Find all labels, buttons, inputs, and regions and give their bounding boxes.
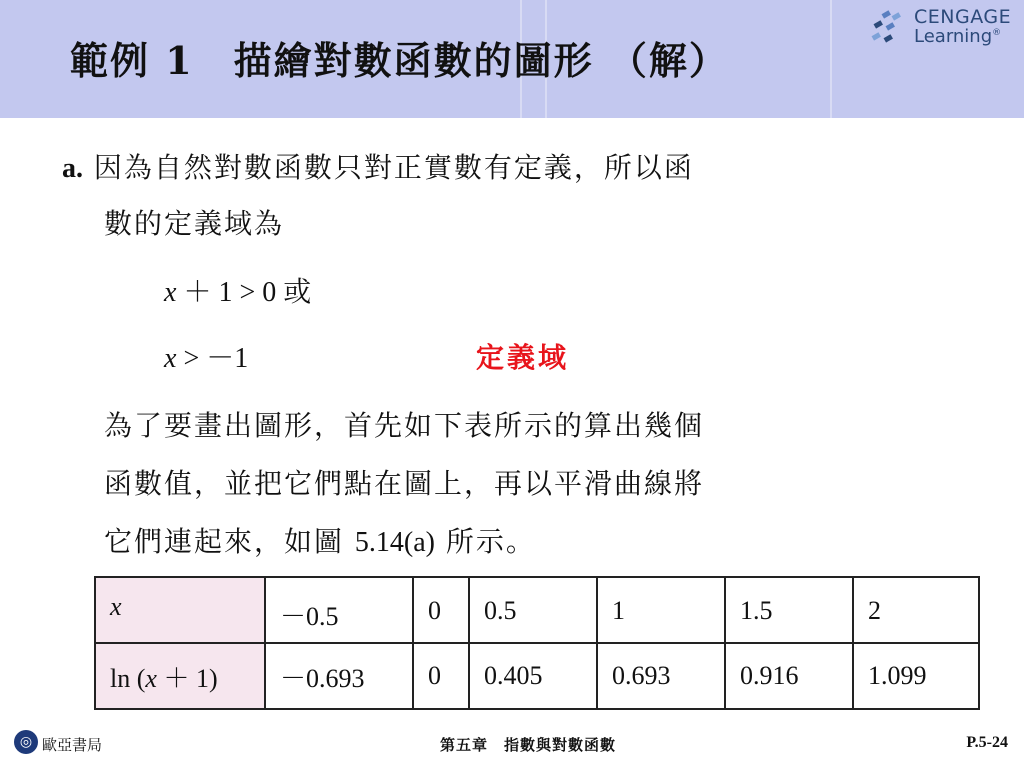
table-cell: －0.693: [265, 643, 413, 709]
table-cell: 0: [413, 643, 469, 709]
table-cell: 0.5: [469, 577, 597, 643]
table-cell: 0.693: [597, 643, 725, 709]
paragraph-1-text: 因為自然對數函數只對正實數有定義，所以函: [93, 151, 694, 184]
table-cell: 1.099: [853, 643, 979, 709]
title-banner: [0, 0, 1024, 118]
part-label: a.: [62, 153, 83, 184]
logo-brand: CENGAGE: [914, 6, 1012, 28]
paragraph-2-line-3: 它們連起來，如圖 5.14(a) 所示。: [104, 525, 536, 558]
table-cell: 0: [413, 577, 469, 643]
row-header-x: x: [95, 577, 265, 643]
equation-2: x > －1: [164, 343, 249, 374]
table-row-ln: [95, 643, 979, 709]
equation-1: x ＋ 1 > 0 或: [164, 275, 312, 308]
table-cell: 1: [597, 577, 725, 643]
table-row-x: [95, 577, 979, 643]
row-header-ln: ln (x ＋ 1): [95, 643, 265, 709]
function-values-table: [94, 576, 980, 710]
table-cell: 0.916: [725, 643, 853, 709]
table-cell: 1.5: [725, 577, 853, 643]
paragraph-1-line-1: [62, 146, 694, 186]
cengage-mark-icon: [868, 10, 910, 50]
slide-title: 範例 1 描繪對數函數的圖形 （解）: [70, 38, 729, 83]
cengage-logo: [868, 6, 1018, 52]
logo-sub: Learning®: [914, 26, 1002, 47]
table-cell: 0.405: [469, 643, 597, 709]
publisher-name: 歐亞書局: [42, 736, 103, 754]
paragraph-2-line-2: 函數值，並把它們點在圖上，再以平滑曲線將: [104, 467, 705, 500]
page-number: P.5-24: [966, 734, 1008, 751]
paragraph-1-line-2: 數的定義域為: [104, 207, 285, 240]
table-cell: －0.5: [265, 577, 413, 643]
banner-streak: [830, 0, 832, 118]
paragraph-2-line-1: 為了要畫出圖形，首先如下表所示的算出幾個: [104, 409, 705, 442]
publisher-logo-icon: ◎: [14, 730, 38, 754]
slide-footer: [0, 726, 1024, 766]
chapter-title: 第五章 指數與對數函數: [440, 736, 617, 754]
domain-label: 定義域: [476, 341, 570, 374]
table-cell: 2: [853, 577, 979, 643]
